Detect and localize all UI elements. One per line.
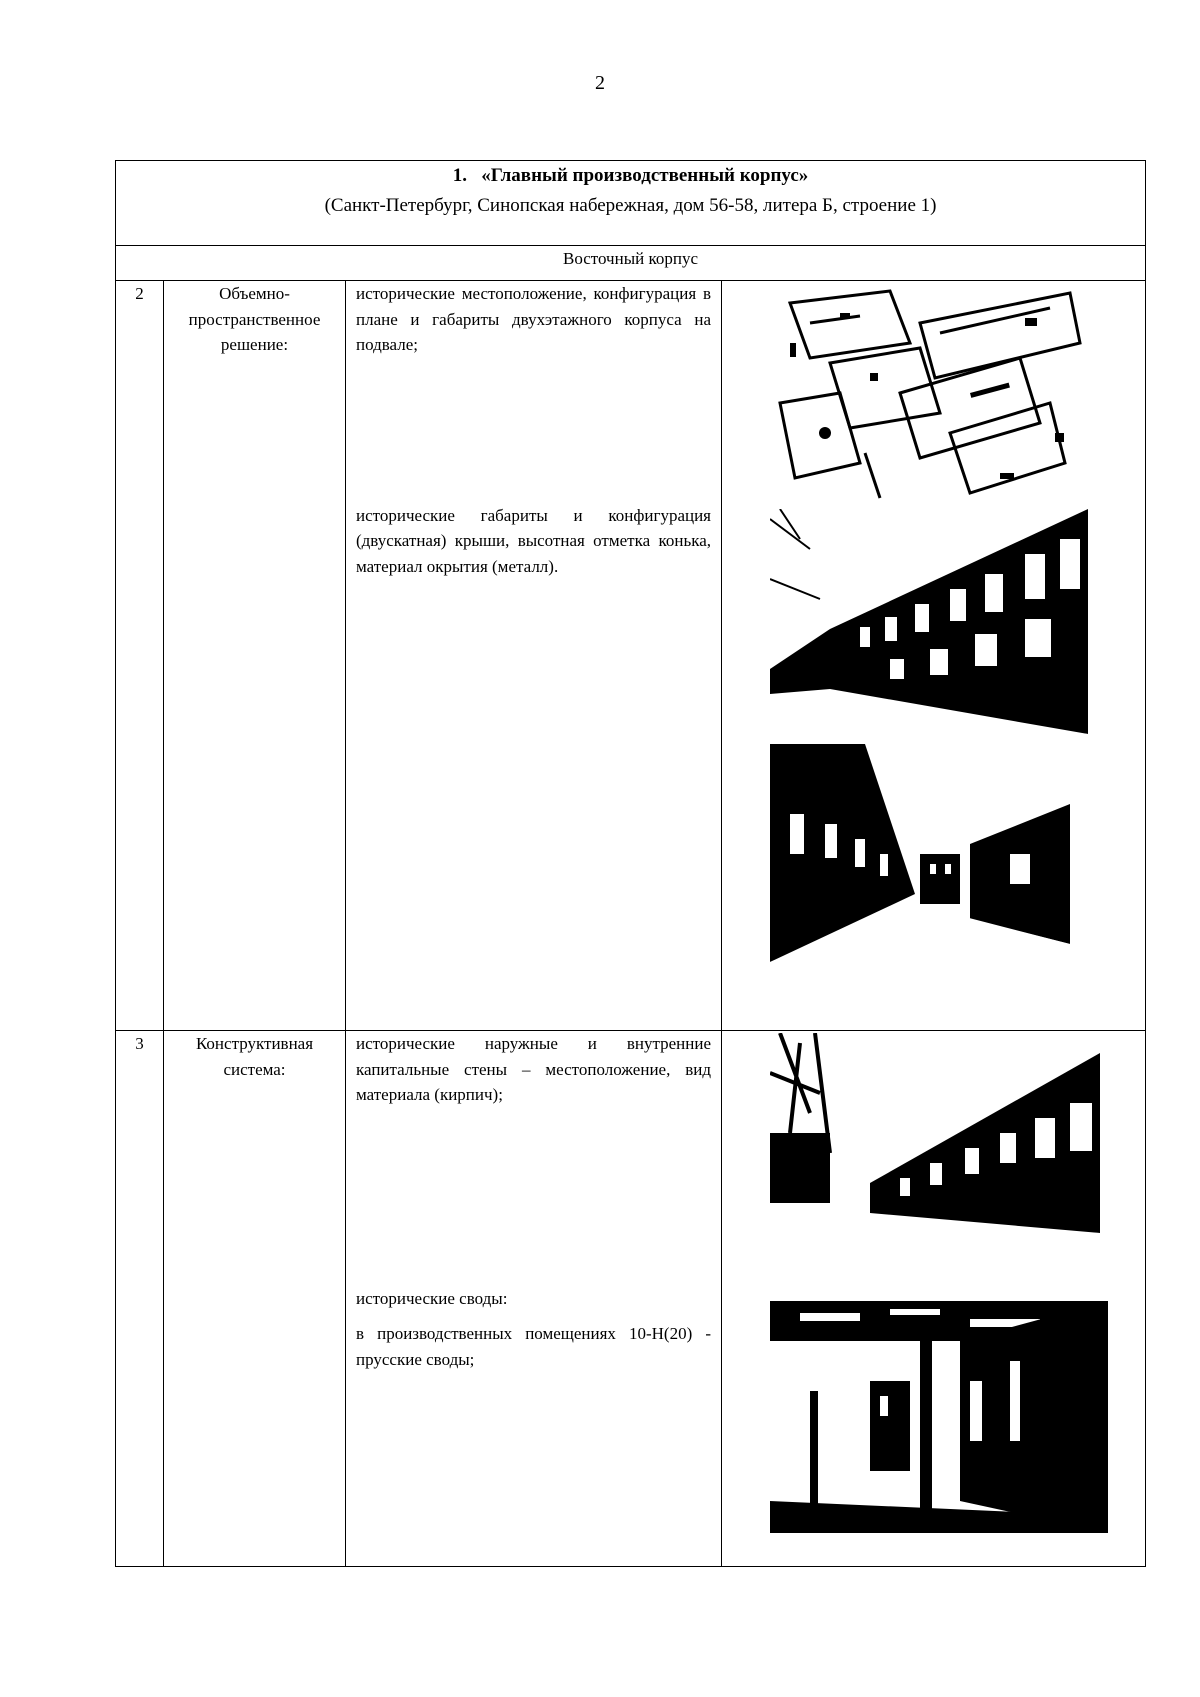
row-number: 2 (116, 281, 164, 1031)
section-title: Восточный корпус (116, 246, 1146, 281)
description-paragraph: исторические своды: (356, 1288, 508, 1308)
description-paragraph: исторические местоположение, конфигурация в плане и габариты двухэтажного корпуса на подвале; (356, 284, 711, 354)
description-paragraph: исторические габариты и конфигурация (двускатная) крыши, высотная отметка конька, материал окрытия (металл). (356, 505, 711, 576)
row-label: Объемно-пространственное решение: (164, 281, 346, 1031)
courtyard-photo (770, 744, 1070, 962)
site-plan-image (770, 283, 1082, 501)
description-paragraph: исторические наружные и внутренние капитальные стены – местоположение, вид материала (кирпич); (356, 1034, 711, 1104)
row-images (722, 1031, 1146, 1567)
row-label: Конструктивная система: (164, 1031, 346, 1567)
description-paragraph: в производственных помещениях 10-Н(20) - прусские своды; (356, 1324, 711, 1369)
building-photo (770, 509, 1088, 734)
table-row (116, 281, 1146, 1031)
table-title-cell (116, 161, 1146, 246)
table-title-row (116, 161, 1146, 246)
row-description (346, 1031, 722, 1567)
page-number: 2 (595, 72, 605, 94)
row-number: 3 (116, 1031, 164, 1567)
row-images (722, 281, 1146, 1031)
row-description (346, 281, 722, 1031)
object-title: 1. «Главный производственный корпус» (452, 165, 809, 186)
section-row (116, 246, 1146, 281)
heritage-table (115, 160, 1146, 1567)
vaults-interior-photo (770, 1301, 1108, 1533)
walls-photo (770, 1033, 1100, 1251)
table-row (116, 1031, 1146, 1567)
object-address: (Санкт-Петербург, Синопская набережная, дом 56-58, литера Б, строение 1) (324, 195, 937, 216)
